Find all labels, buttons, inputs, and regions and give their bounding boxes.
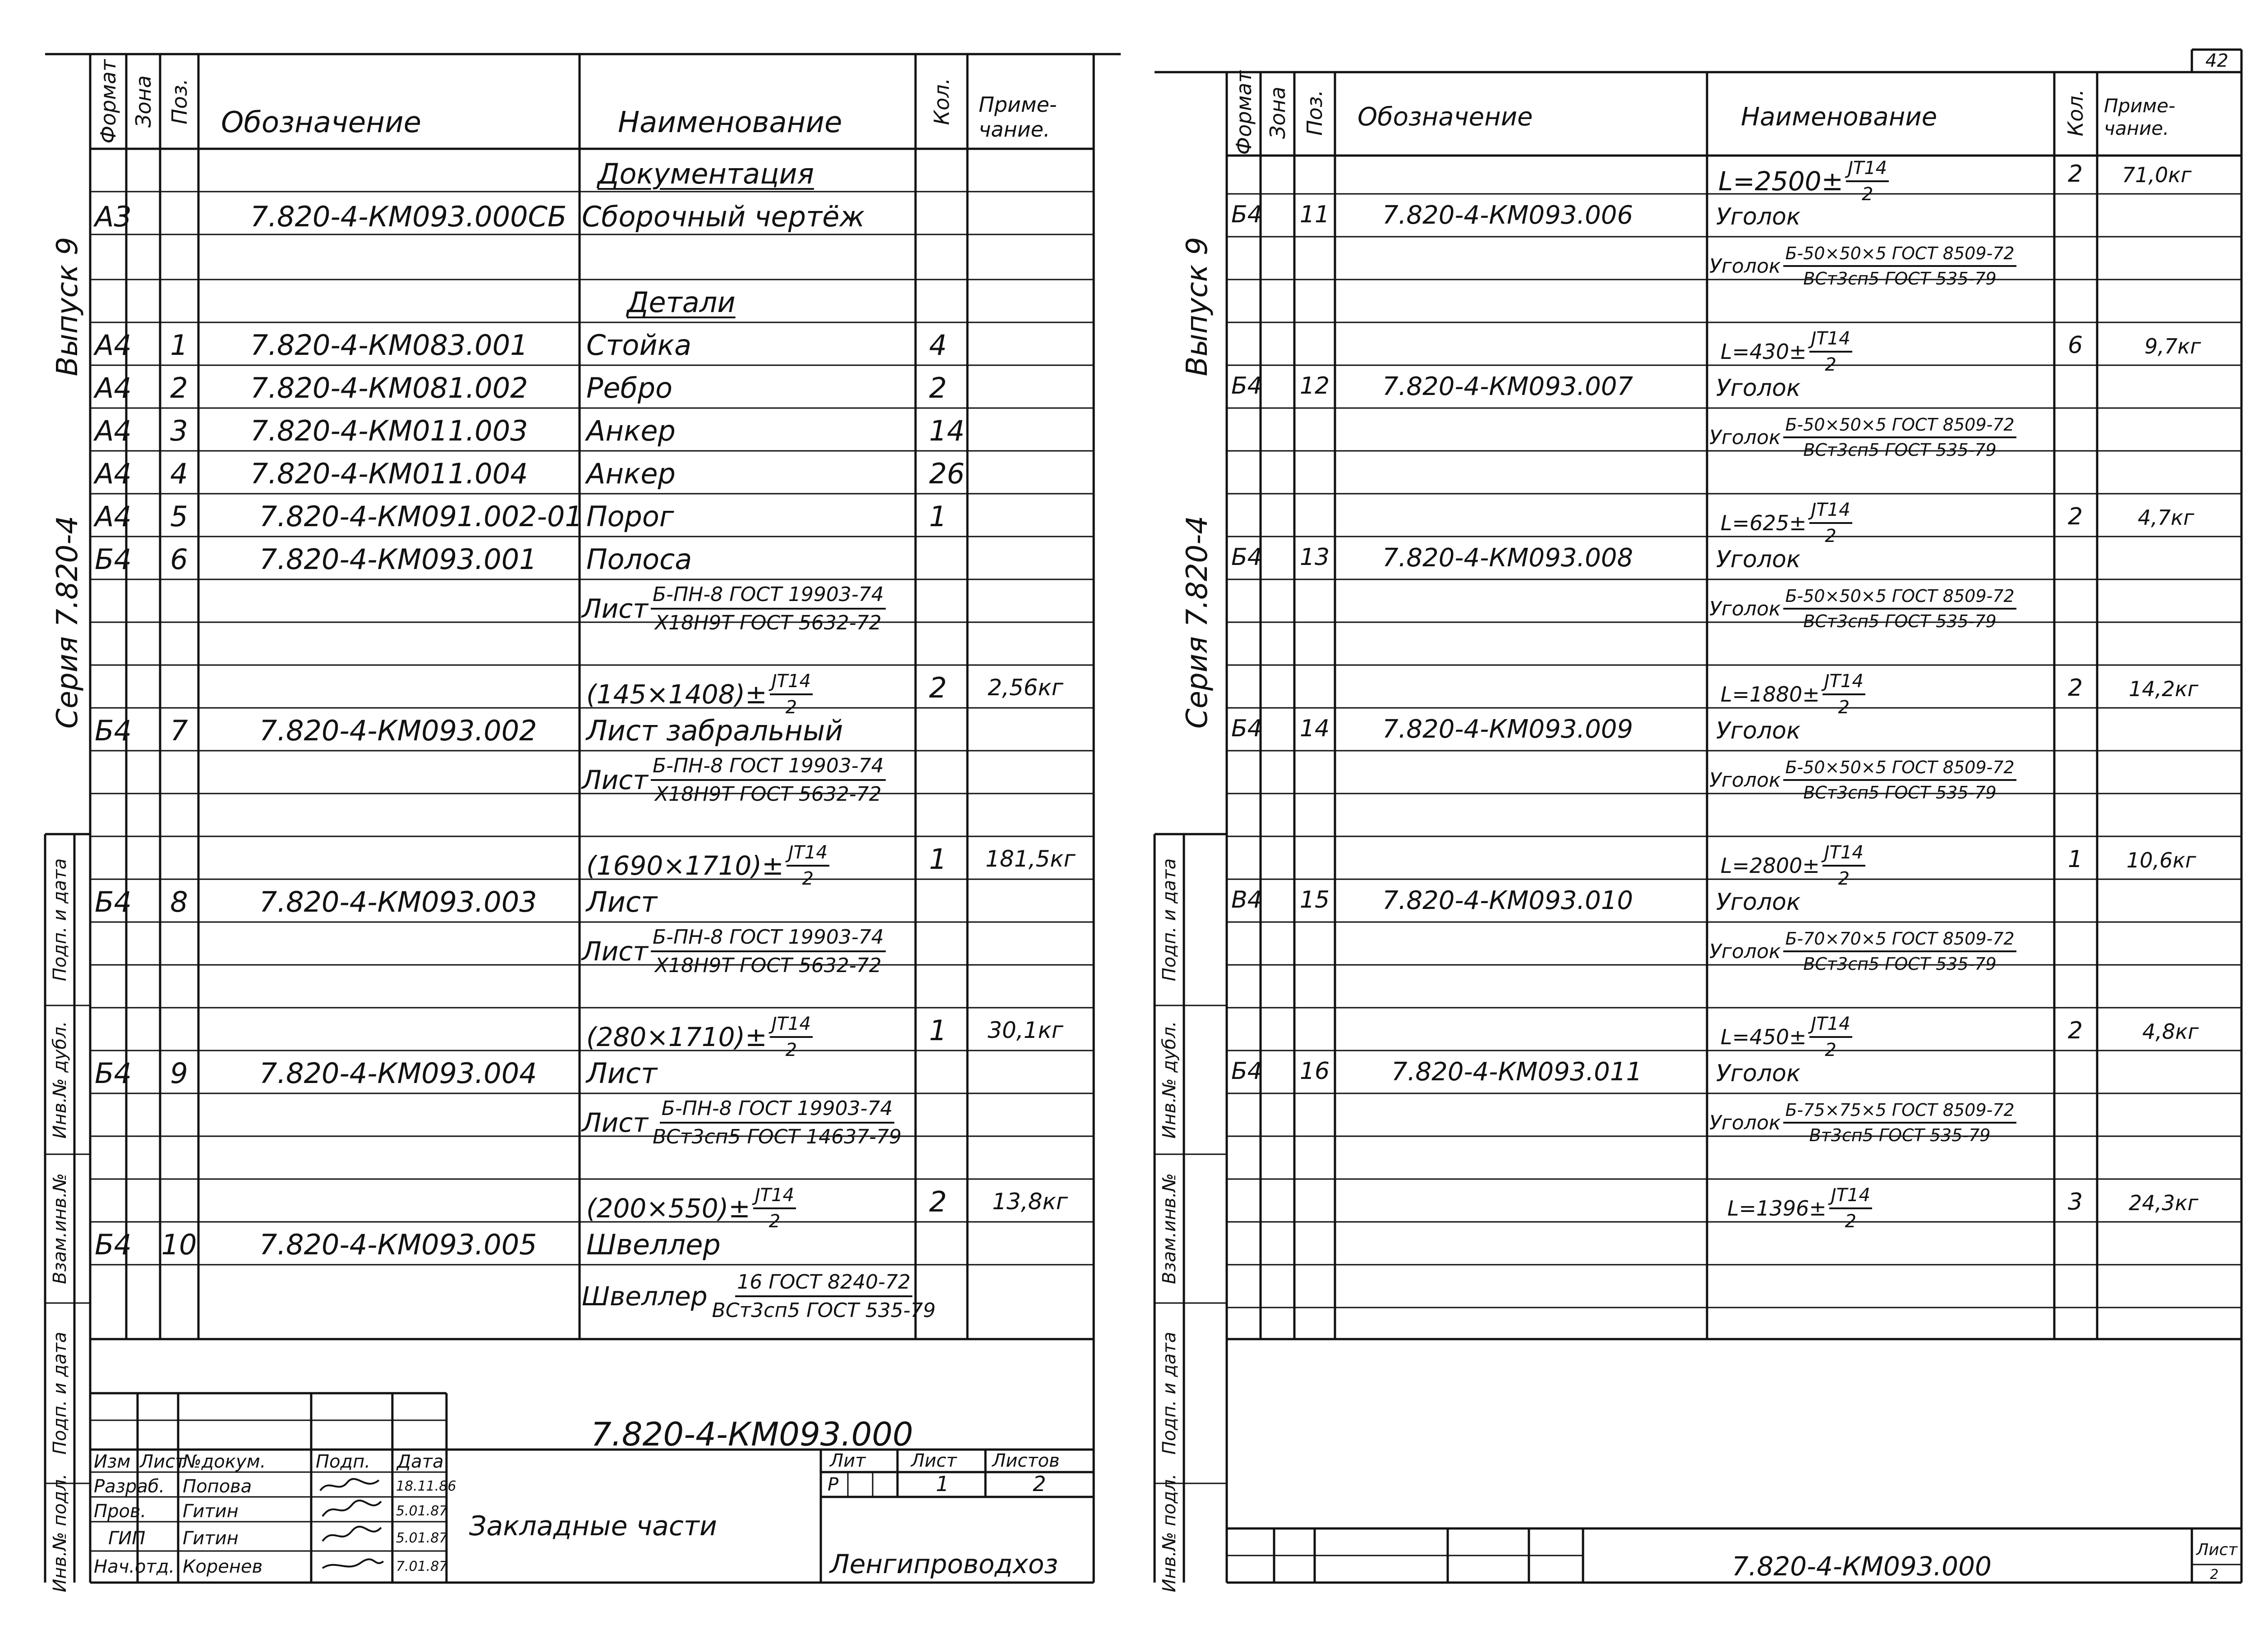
- format-cell: А4: [95, 500, 132, 533]
- material-grade: 16 ГОСТ 8240-72: [735, 1271, 912, 1297]
- pos-cell: 1: [170, 329, 188, 362]
- qty-cell: 2: [2068, 675, 2083, 702]
- col-note-header: Приме- чание.: [2104, 95, 2176, 140]
- material-grade: Б-ПН-8 ГОСТ 19903-74: [660, 1097, 895, 1124]
- name-cell: Лист: [586, 886, 658, 918]
- col-zone-header: Зона: [1266, 87, 1290, 139]
- pos-cell: 12: [1299, 372, 1330, 399]
- note-cell: 24,3кг: [2129, 1191, 2199, 1215]
- tb-header: Подп.: [316, 1451, 371, 1472]
- material-steel: ВСт3сп5 ГОСТ 535-79: [1803, 783, 1997, 803]
- tolerance-den: 2: [785, 1040, 797, 1060]
- name-cell: Уголок: [1716, 546, 1801, 573]
- name-cell: Порог: [586, 500, 674, 533]
- tolerance-den: 2: [1845, 1211, 1857, 1232]
- name-cell: Сборочный чертёж: [582, 200, 865, 233]
- material-fraction: [582, 926, 886, 977]
- signer-date: 5.01.87: [396, 1530, 448, 1546]
- qty-cell: 14: [929, 414, 965, 447]
- material-prefix: Швеллер: [582, 1281, 708, 1312]
- material-steel: Вт3сп5 ГОСТ 535-79: [1809, 1125, 1991, 1145]
- pos-cell: 16: [1299, 1058, 1330, 1085]
- designation-cell: 7.820-4-КМ093.000СБ: [250, 200, 567, 233]
- sheet-2-grid: [1146, 0, 2255, 1652]
- format-cell: Б4: [1231, 1058, 1262, 1085]
- format-cell: Б4: [95, 714, 132, 747]
- name-cell: Уголок: [1716, 375, 1801, 402]
- material-grade: Б-ПН-8 ГОСТ 19903-74: [651, 926, 886, 952]
- col-zone-header: Зона: [131, 75, 156, 128]
- qty-cell: 2: [929, 1185, 947, 1218]
- name-cell: Лист забральный: [586, 714, 843, 747]
- note-cell: 10,6кг: [2126, 848, 2196, 872]
- col-designation-header: Обозначение: [1358, 102, 1533, 132]
- tolerance-den: 2: [1861, 184, 1873, 205]
- tolerance-den: 2: [1825, 1040, 1836, 1060]
- tolerance-num: JT14: [1809, 1014, 1852, 1038]
- tolerance-num: JT14: [1809, 500, 1852, 524]
- designation-cell: 7.820-4-КМ093.011: [1391, 1057, 1643, 1087]
- note-cell: 4,8кг: [2142, 1019, 2199, 1044]
- material-grade: Б-50×50×5 ГОСТ 8509-72: [1783, 243, 2016, 267]
- col-qty-header: Кол.: [930, 78, 954, 125]
- qty-cell: 6: [2068, 332, 2083, 359]
- signer-role: Разраб.: [94, 1476, 165, 1497]
- signer-role: Пров.: [94, 1501, 147, 1522]
- designation-cell: 7.820-4-КМ093.009: [1382, 715, 1634, 744]
- tolerance-den: 2: [769, 1211, 781, 1232]
- tolerance-num: JT14: [1822, 671, 1865, 695]
- col-pos-header: Поз.: [167, 78, 192, 124]
- pos-cell: 9: [170, 1057, 188, 1090]
- pos-cell: 11: [1299, 201, 1330, 228]
- qty-cell: 1: [929, 1014, 947, 1047]
- material-prefix: Лист: [582, 765, 648, 795]
- size-value: L=1880±: [1721, 682, 1820, 707]
- material-grade: Б-ПН-8 ГОСТ 19903-74: [651, 754, 886, 781]
- designation-cell: 7.820-4-КМ093.010: [1382, 886, 1634, 915]
- designation-cell: 7.820-4-КМ093.003: [259, 886, 537, 918]
- name-cell: Уголок: [1716, 1060, 1801, 1087]
- binding-label: Инв.№ дубл.: [1159, 1021, 1180, 1139]
- material-steel: ВСт3сп5 ГОСТ 535-79: [1803, 954, 1997, 974]
- binding-label: Инв.№ дубл.: [50, 1021, 70, 1139]
- material-steel: ВСт3сп5 ГОСТ 535-79: [1803, 611, 1997, 631]
- material-grade: Б-50×50×5 ГОСТ 8509-72: [1783, 586, 2016, 610]
- size-fraction: [1721, 328, 1852, 375]
- section-documentation: Документация: [598, 157, 814, 190]
- size-value: L=450±: [1721, 1025, 1807, 1049]
- qty-cell: 2: [2068, 503, 2083, 530]
- material-grade: Б-ПН-8 ГОСТ 19903-74: [651, 583, 886, 610]
- designation-cell: 7.820-4-КМ011.004: [250, 457, 528, 490]
- spec-sheet-2: [1146, 0, 2255, 1652]
- format-cell: А4: [95, 372, 132, 404]
- material-prefix: Лист: [582, 593, 648, 624]
- signer-date: 5.01.87: [396, 1503, 448, 1519]
- list-label: Лист: [2196, 1541, 2238, 1559]
- size-value: (200×550)±: [586, 1193, 750, 1224]
- material-prefix: Уголок: [1709, 426, 1781, 449]
- lit-label: Лит: [830, 1450, 866, 1471]
- material-fraction: [582, 754, 886, 806]
- pos-cell: 5: [170, 500, 188, 533]
- list-value: 2: [2210, 1567, 2219, 1583]
- material-fraction: [1709, 243, 2016, 289]
- note-cell: 181,5кг: [985, 846, 1076, 872]
- pos-cell: 7: [170, 714, 188, 747]
- qty-cell: 2: [929, 372, 947, 404]
- size-value: L=2500±: [1718, 166, 1844, 197]
- binding-label: Подп. и дата: [50, 858, 70, 982]
- size-value: (145×1408)±: [586, 679, 767, 710]
- note-cell: 30,1кг: [988, 1017, 1063, 1043]
- material-fraction: [582, 583, 886, 634]
- col-designation-header: Обозначение: [221, 106, 422, 139]
- designation-cell: 7.820-4-КМ093.007: [1382, 372, 1634, 401]
- signer-role: Нач.отд.: [94, 1556, 175, 1577]
- tolerance-num: JT14: [1846, 158, 1889, 182]
- material-steel: Х18Н9Т ГОСТ 5632-72: [654, 954, 882, 977]
- drawing-designation: 7.820-4-КМ093.000: [1732, 1551, 1992, 1582]
- name-cell: Ребро: [586, 372, 673, 404]
- format-cell: А4: [95, 414, 132, 447]
- size-value: L=1396±: [1727, 1196, 1827, 1221]
- format-cell: А3: [95, 200, 132, 233]
- material-steel: Х18Н9Т ГОСТ 5632-72: [654, 611, 882, 634]
- qty-cell: 26: [929, 457, 965, 490]
- pos-cell: 8: [170, 886, 188, 918]
- material-fraction: [1709, 1100, 2016, 1145]
- pos-cell: 2: [170, 372, 188, 404]
- designation-cell: 7.820-4-КМ091.002-01: [259, 500, 583, 533]
- pos-cell: 6: [170, 543, 188, 576]
- format-cell: Б4: [1231, 715, 1262, 742]
- name-cell: Стойка: [586, 329, 692, 362]
- designation-cell: 7.820-4-КМ093.002: [259, 714, 537, 747]
- qty-cell: 2: [2068, 161, 2083, 188]
- name-cell: Уголок: [1716, 717, 1801, 744]
- size-fraction: [586, 1014, 813, 1060]
- note-cell: 4,7кг: [2138, 505, 2195, 530]
- signer-name: Попова: [183, 1476, 252, 1497]
- tolerance-den: 2: [785, 697, 797, 718]
- col-qty-header: Кол.: [2063, 89, 2088, 137]
- tolerance-num: JT14: [770, 671, 813, 695]
- col-format-header: Формат: [96, 59, 120, 144]
- tolerance-num: JT14: [1829, 1185, 1872, 1209]
- listov-label: Листов: [992, 1450, 1060, 1471]
- designation-cell: 7.820-4-КМ093.006: [1382, 201, 1634, 230]
- format-cell: Б4: [95, 886, 132, 918]
- designation-cell: 7.820-4-КМ093.005: [259, 1228, 537, 1261]
- tolerance-den: 2: [802, 868, 814, 889]
- format-cell: Б4: [1231, 201, 1262, 228]
- designation-cell: 7.820-4-КМ081.002: [250, 372, 528, 404]
- tolerance-num: JT14: [1822, 842, 1865, 867]
- organization-name: Ленгипроводхоз: [830, 1549, 1058, 1579]
- lit-value: Р: [828, 1474, 839, 1495]
- binding-label: Взам.инв.№: [1159, 1173, 1180, 1285]
- pos-cell: 3: [170, 414, 188, 447]
- qty-cell: 2: [929, 671, 947, 704]
- signer-date: 7.01.87: [396, 1559, 448, 1574]
- qty-cell: 1: [2068, 846, 2083, 873]
- material-fraction: [1709, 757, 2016, 803]
- format-cell: Б4: [1231, 372, 1262, 399]
- note-cell: 2,56кг: [988, 675, 1063, 701]
- material-prefix: Лист: [582, 936, 648, 967]
- pos-cell: 14: [1299, 715, 1330, 742]
- size-fraction: [1721, 1014, 1852, 1060]
- material-grade: Б-50×50×5 ГОСТ 8509-72: [1783, 757, 2016, 781]
- designation-cell: 7.820-4-КМ093.001: [259, 543, 537, 576]
- name-cell: Анкер: [586, 457, 676, 490]
- col-format-header: Формат: [1232, 70, 1256, 155]
- material-prefix: Лист: [582, 1107, 648, 1138]
- format-cell: Б4: [95, 1228, 132, 1261]
- designation-cell: 7.820-4-КМ083.001: [250, 329, 528, 362]
- tolerance-den: 2: [1825, 526, 1836, 546]
- material-prefix: Уголок: [1709, 768, 1781, 792]
- qty-cell: 1: [929, 500, 947, 533]
- format-cell: Б4: [1231, 544, 1262, 571]
- size-value: L=430±: [1721, 340, 1807, 364]
- format-cell: Б4: [95, 543, 132, 576]
- size-fraction: [1727, 1185, 1872, 1232]
- tolerance-num: JT14: [1809, 328, 1852, 353]
- size-fraction: [586, 1185, 796, 1232]
- section-details: Детали: [627, 286, 736, 319]
- binding-label: Подп. и дата: [1159, 1331, 1180, 1455]
- designation-cell: 7.820-4-КМ093.008: [1382, 543, 1634, 573]
- signer-name: Коренев: [183, 1556, 263, 1577]
- tb-header: Изм: [94, 1451, 131, 1472]
- name-cell: Полоса: [586, 543, 692, 576]
- size-value: (1690×1710)±: [586, 850, 784, 881]
- listov-value: 2: [1033, 1472, 1046, 1496]
- material-fraction: [582, 1271, 938, 1322]
- material-steel: Х18Н9Т ГОСТ 5632-72: [654, 783, 882, 806]
- seriya-label: Серия 7.820-4: [51, 515, 84, 729]
- material-grade: Б-50×50×5 ГОСТ 8509-72: [1783, 415, 2016, 438]
- note-cell: 9,7кг: [2145, 334, 2201, 358]
- material-fraction: [1709, 415, 2016, 460]
- name-cell: Уголок: [1716, 203, 1801, 230]
- tolerance-num: JT14: [770, 1014, 813, 1038]
- tolerance-num: JT14: [787, 842, 829, 867]
- list-label: Лист: [911, 1450, 957, 1471]
- tolerance-den: 2: [1838, 868, 1850, 889]
- material-prefix: Уголок: [1709, 940, 1781, 963]
- material-grade: Б-75×75×5 ГОСТ 8509-72: [1783, 1100, 2016, 1124]
- qty-cell: 3: [2068, 1189, 2083, 1216]
- col-note-header: Приме- чание.: [979, 92, 1057, 142]
- size-value: L=2800±: [1721, 854, 1820, 878]
- tb-header: №докум.: [183, 1451, 266, 1472]
- format-cell: В4: [1231, 886, 1262, 913]
- drawing-designation: 7.820-4-КМ093.000: [591, 1415, 913, 1453]
- format-cell: А4: [95, 329, 132, 362]
- qty-cell: 2: [2068, 1017, 2083, 1044]
- designation-cell: 7.820-4-КМ011.003: [250, 414, 528, 447]
- signature-marks: [316, 1473, 388, 1582]
- name-cell: Анкер: [586, 414, 676, 447]
- signer-name: Гитин: [183, 1528, 239, 1549]
- pos-cell: 10: [161, 1228, 197, 1261]
- binding-label: Инв.№ подл.: [1159, 1473, 1180, 1592]
- material-steel: ВСт3сп5 ГОСТ 535-79: [1803, 440, 1997, 460]
- col-name-header: Наименование: [1741, 102, 1937, 132]
- name-cell: Уголок: [1716, 889, 1801, 916]
- designation-cell: 7.820-4-КМ093.004: [259, 1057, 537, 1090]
- binding-label: Взам.инв.№: [50, 1173, 70, 1285]
- binding-label: Инв.№ подл.: [50, 1473, 70, 1592]
- tb-header: Лист: [140, 1451, 186, 1472]
- signer-role: ГИП: [108, 1528, 146, 1549]
- format-cell: А4: [95, 457, 132, 490]
- tb-header: Дата: [397, 1451, 444, 1472]
- material-steel: ВСт3сп5 ГОСТ 535-79: [1803, 269, 1997, 289]
- material-prefix: Уголок: [1709, 597, 1781, 620]
- pos-cell: 4: [170, 457, 188, 490]
- size-value: (280×1710)±: [586, 1022, 767, 1052]
- size-fraction: [1721, 671, 1865, 718]
- note-cell: 14,2кг: [2129, 677, 2199, 701]
- material-prefix: Уголок: [1709, 1111, 1781, 1134]
- note-cell: 71,0кг: [2122, 163, 2192, 187]
- size-fraction: [1721, 500, 1852, 546]
- material-fraction: [1709, 929, 2016, 974]
- drawing-title: Закладные части: [469, 1510, 717, 1542]
- signer-date: 18.11.86: [396, 1478, 456, 1494]
- material-prefix: Уголок: [1709, 254, 1781, 278]
- material-fraction: [582, 1097, 903, 1148]
- page-number: 42: [2205, 50, 2228, 71]
- size-fraction: [1718, 158, 1889, 205]
- qty-cell: 4: [929, 329, 947, 362]
- tolerance-den: 2: [1825, 354, 1836, 375]
- col-name-header: Наименование: [618, 106, 842, 139]
- material-steel: ВСт3сп5 ГОСТ 14637-79: [652, 1125, 902, 1148]
- binding-label: Подп. и дата: [1159, 858, 1180, 982]
- pos-cell: 13: [1299, 544, 1330, 571]
- vypusk-label: Выпуск 9: [1181, 237, 1214, 376]
- material-steel: ВСт3сп5 ГОСТ 535-79: [712, 1299, 936, 1322]
- list-value: 1: [936, 1472, 949, 1496]
- name-cell: Лист: [586, 1057, 658, 1090]
- pos-cell: 15: [1299, 886, 1330, 913]
- name-cell: Швеллер: [586, 1228, 721, 1261]
- col-pos-header: Поз.: [1302, 90, 1327, 136]
- seriya-label: Серия 7.820-4: [1181, 515, 1214, 729]
- material-grade: Б-70×70×5 ГОСТ 8509-72: [1783, 929, 2016, 952]
- tolerance-num: JT14: [753, 1185, 796, 1209]
- size-fraction: [1721, 842, 1865, 889]
- signer-name: Гитин: [183, 1501, 239, 1522]
- note-cell: 13,8кг: [992, 1189, 1068, 1215]
- qty-cell: 1: [929, 843, 947, 876]
- size-fraction: [586, 671, 813, 718]
- tolerance-den: 2: [1838, 697, 1850, 718]
- material-fraction: [1709, 586, 2016, 631]
- binding-label: Подп. и дата: [50, 1331, 70, 1455]
- vypusk-label: Выпуск 9: [51, 237, 84, 376]
- format-cell: Б4: [95, 1057, 132, 1090]
- size-value: L=625±: [1721, 511, 1807, 535]
- size-fraction: [586, 842, 829, 889]
